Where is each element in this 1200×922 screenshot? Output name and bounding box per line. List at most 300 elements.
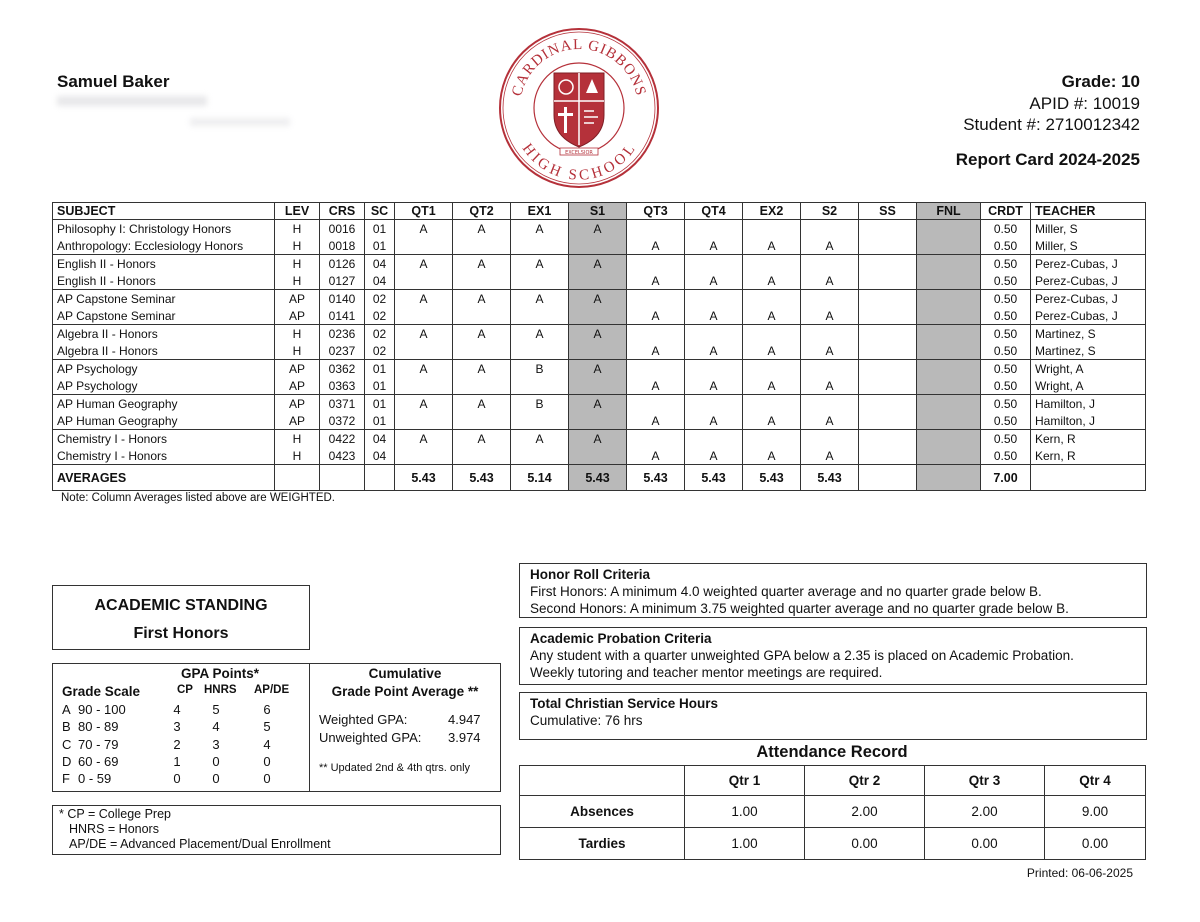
table-row [53,360,1146,378]
cell-ex2 [743,220,801,238]
table-row [53,290,1146,308]
cell-ex1 [511,447,569,465]
attendance-header: Qtr 2 [805,766,925,796]
cell-s1: A [569,290,627,308]
cell-ss [859,325,917,343]
cell-qt2: A [453,430,511,448]
cell-sc: 02 [365,307,395,325]
attendance-label: Tardies [520,828,685,860]
cell-lev: H [275,237,320,255]
cell-s2: A [801,342,859,360]
cell-qt3: A [627,377,685,395]
cell-ex2 [743,255,801,273]
attendance-value: 1.00 [685,828,805,860]
cell-qt2 [453,447,511,465]
cell-ex1 [511,342,569,360]
cell-qt3 [627,325,685,343]
attendance-table [519,765,1146,860]
cell-fnl [917,377,981,395]
grade-scale-hnrs: 0 [212,771,220,787]
cell-s1 [569,237,627,255]
cell-crs: 0141 [320,307,365,325]
grade-scale-hnrs: 3 [212,736,220,752]
gpa-key-box [52,805,501,855]
cell-qt4: A [685,272,743,290]
cell-sc: 01 [365,237,395,255]
cell-ex1: A [511,430,569,448]
cell-qt1 [395,307,453,325]
grade-scale-apde: 0 [263,753,271,769]
attendance-value: 9.00 [1045,796,1146,828]
average-qt3: 5.43 [627,465,685,491]
cell-s2: A [801,377,859,395]
cell-s2 [801,220,859,238]
cell-fnl [917,272,981,290]
grade-scale-range: 60 - 69 [78,753,119,769]
cell-teacher: Perez-Cubas, J [1031,307,1146,325]
grade-scale-apde: 0 [263,771,271,787]
attendance-label: Absences [520,796,685,828]
service-hours-title: Total Christian Service Hours [530,696,719,711]
cell-s1: A [569,360,627,378]
cell-fnl [917,430,981,448]
cell-qt2 [453,272,511,290]
cell-fnl [917,447,981,465]
cell-qt2 [453,307,511,325]
grade-scale-title: Grade Scale [62,684,141,699]
cell-qt2: A [453,290,511,308]
cell-subject: AP Human Geography [53,395,275,413]
cell-qt1: A [395,325,453,343]
grade-scale-range: 0 - 59 [78,771,112,787]
cell-crs: 0423 [320,447,365,465]
table-row [53,255,1146,273]
seal-top-text: CARDINAL GIBBONS [509,36,649,98]
cell-crs: 0237 [320,342,365,360]
cell-qt1 [395,447,453,465]
average-ex1: 5.14 [511,465,569,491]
cell-s2 [801,290,859,308]
cell-qt1: A [395,220,453,238]
cell-fnl [917,220,981,238]
honor-roll-second: Second Honors: A minimum 3.75 weighted quarter average and no quarter grade below B. [530,601,1069,616]
cell-s2: A [801,237,859,255]
academic-standing-box [52,585,310,650]
cell-s1 [569,307,627,325]
cell-qt2 [453,377,511,395]
attendance-header: Qtr 1 [685,766,805,796]
cell-subject: English II - Honors [53,255,275,273]
cell-ss [859,342,917,360]
cell-crs: 0018 [320,237,365,255]
cell-ss [859,430,917,448]
cell-fnl [917,290,981,308]
unweighted-gpa-label: Unweighted GPA: [319,730,422,745]
student-name: Samuel Baker [57,72,170,91]
grades-table [52,202,1146,491]
col-header-crdt: CRDT [981,203,1031,220]
cell-crdt: 0.50 [981,255,1031,273]
col-header-crs: CRS [320,203,365,220]
cell-ss [859,255,917,273]
col-header-teacher: TEACHER [1031,203,1146,220]
cell-crdt: 0.50 [981,272,1031,290]
printed-date: Printed: 06-06-2025 [1026,866,1133,880]
cell-ex2 [743,290,801,308]
attendance-value: 2.00 [805,796,925,828]
cell-ex1: A [511,290,569,308]
attendance-header: Qtr 3 [925,766,1045,796]
cell-fnl [917,412,981,430]
weighted-gpa-label: Weighted GPA: [319,712,408,727]
col-header-ex1: EX1 [511,203,569,220]
cell-lev: AP [275,377,320,395]
cell-fnl [917,307,981,325]
cell-teacher: Wright, A [1031,360,1146,378]
cell-ex1: A [511,255,569,273]
cell-qt4 [685,360,743,378]
col-header-qt4: QT4 [685,203,743,220]
col-header-sc: SC [365,203,395,220]
cell-teacher: Martinez, S [1031,325,1146,343]
cell-teacher: Perez-Cubas, J [1031,255,1146,273]
grade-scale-letter: D [62,753,72,769]
honor-roll-title: Honor Roll Criteria [530,567,651,582]
cell-fnl [917,342,981,360]
cell-qt1: A [395,255,453,273]
attendance-value: 2.00 [925,796,1045,828]
grade-scale-cp: 4 [173,702,181,717]
average-ex2: 5.43 [743,465,801,491]
points-header-hnrs: HNRS [204,684,237,696]
cell-ex2: A [743,342,801,360]
cell-fnl [917,325,981,343]
cell-s2 [801,255,859,273]
cumulative-footnote: ** Updated 2nd & 4th qtrs. only [319,762,471,774]
cell-fnl [917,255,981,273]
col-header-qt1: QT1 [395,203,453,220]
cell-ex1: B [511,360,569,378]
average-fnl [917,465,981,491]
cumulative-subtitle: Grade Point Average ** [331,684,479,699]
cell-ss [859,237,917,255]
cell-crdt: 0.50 [981,290,1031,308]
grade-scale-range: 80 - 89 [78,719,119,735]
cell-sc: 04 [365,255,395,273]
col-header-fnl: FNL [917,203,981,220]
cell-qt2: A [453,360,511,378]
cell-teacher: Perez-Cubas, J [1031,290,1146,308]
cell-ss [859,360,917,378]
cell-qt3 [627,255,685,273]
cell-sc: 01 [365,395,395,413]
cell-crdt: 0.50 [981,360,1031,378]
cell-s1: A [569,325,627,343]
table-row [53,237,1146,255]
cell-s1: A [569,395,627,413]
cell-ex2: A [743,307,801,325]
key-line-hnrs: HNRS = Honors [69,822,159,836]
average-ss [859,465,917,491]
col-header-subject: SUBJECT [53,203,275,220]
cell-sc: 02 [365,325,395,343]
cumulative-gpa-box [309,663,501,792]
apid-number: APID #: 10019 [1029,94,1140,113]
col-header-ex2: EX2 [743,203,801,220]
cell-qt1 [395,342,453,360]
cell-subject: AP Psychology [53,360,275,378]
cell-qt4: A [685,237,743,255]
cell-qt3 [627,220,685,238]
cell-teacher: Miller, S [1031,220,1146,238]
table-row [53,377,1146,395]
probation-line1: Any student with a quarter unweighted GPA below a 2.35 is placed on Academic Probation. [530,648,1074,663]
grade-level: Grade: 10 [1061,72,1140,91]
average-qt1: 5.43 [395,465,453,491]
cell-crdt: 0.50 [981,447,1031,465]
grade-scale-hnrs: 0 [212,753,220,769]
cell-lev: H [275,342,320,360]
cell-qt2: A [453,395,511,413]
cell-lev: AP [275,395,320,413]
average-sc [365,465,395,491]
cell-qt1 [395,412,453,430]
cell-lev: H [275,255,320,273]
report-card-title: Report Card 2024-2025 [955,150,1140,169]
cell-ss [859,307,917,325]
gpa-points-title: GPA Points* [181,666,260,681]
student-number: Student #: 2710012342 [963,115,1140,134]
cell-s1: A [569,220,627,238]
redacted-address-line [190,118,290,126]
cell-teacher: Wright, A [1031,377,1146,395]
cell-subject: AP Psychology [53,377,275,395]
cell-lev: H [275,272,320,290]
averages-row [53,465,1146,491]
grade-scale-apde: 5 [263,719,271,735]
cell-qt3 [627,360,685,378]
cell-qt2 [453,412,511,430]
cell-crs: 0016 [320,220,365,238]
cell-ss [859,377,917,395]
cell-ex1: A [511,220,569,238]
cell-ex1: B [511,395,569,413]
cell-fnl [917,360,981,378]
cell-qt4 [685,325,743,343]
cell-qt4: A [685,447,743,465]
cell-crs: 0362 [320,360,365,378]
cell-qt3: A [627,342,685,360]
col-header-qt2: QT2 [453,203,511,220]
probation-line2: Weekly tutoring and teacher mentor meetings are required. [530,665,883,680]
cell-crs: 0140 [320,290,365,308]
cell-ss [859,412,917,430]
cell-lev: AP [275,290,320,308]
cell-s2 [801,360,859,378]
cell-ss [859,272,917,290]
cell-sc: 04 [365,272,395,290]
cell-ss [859,447,917,465]
attendance-value: 0.00 [1045,828,1146,860]
cell-s1 [569,377,627,395]
cell-lev: H [275,447,320,465]
cell-teacher: Hamilton, J [1031,412,1146,430]
cell-ex1: A [511,325,569,343]
honor-roll-box [519,563,1147,618]
cell-fnl [917,395,981,413]
grade-scale-range: 90 - 100 [78,702,126,717]
cell-crdt: 0.50 [981,325,1031,343]
cumulative-title: Cumulative [368,666,442,681]
cell-crs: 0372 [320,412,365,430]
cell-qt4 [685,220,743,238]
attendance-corner [520,766,685,796]
cell-crdt: 0.50 [981,307,1031,325]
cell-sc: 01 [365,220,395,238]
cell-s1 [569,447,627,465]
cell-lev: AP [275,307,320,325]
cell-crs: 0126 [320,255,365,273]
cell-qt1: A [395,430,453,448]
cell-ex1 [511,307,569,325]
cell-s2: A [801,412,859,430]
cell-teacher: Miller, S [1031,237,1146,255]
cell-teacher: Martinez, S [1031,342,1146,360]
points-header-cp: CP [177,684,193,696]
cell-teacher: Kern, R [1031,430,1146,448]
cell-subject: English II - Honors [53,272,275,290]
weighted-gpa-value: 4.947 [448,712,481,727]
cell-subject: Anthropology: Ecclesiology Honors [53,237,275,255]
cell-qt3: A [627,307,685,325]
cell-ex2 [743,360,801,378]
cell-ex1 [511,237,569,255]
grade-scale-box [52,663,310,792]
seal-motto: EXCELSIOR [565,150,593,156]
cell-qt2: A [453,255,511,273]
grade-scale-cp: 3 [173,719,181,735]
cell-s2: A [801,272,859,290]
cell-qt4 [685,255,743,273]
academic-standing-value: First Honors [133,625,229,642]
col-header-qt3: QT3 [627,203,685,220]
cell-s2 [801,430,859,448]
cell-qt1 [395,237,453,255]
table-row [53,272,1146,290]
cell-qt3 [627,430,685,448]
points-header-apde: AP/DE [254,684,290,696]
col-header-ss: SS [859,203,917,220]
unweighted-gpa-value: 3.974 [448,730,481,745]
table-row [53,447,1146,465]
col-header-s2: S2 [801,203,859,220]
cell-qt3: A [627,447,685,465]
grade-scale-letter: C [62,736,72,752]
cell-ex1 [511,377,569,395]
cell-crdt: 0.50 [981,377,1031,395]
cell-qt4: A [685,307,743,325]
cell-lev: H [275,220,320,238]
cell-ex2: A [743,377,801,395]
attendance-header-row [520,766,1146,796]
table-row [53,307,1146,325]
grade-scale-cp: 2 [173,736,181,752]
cell-s1: A [569,430,627,448]
grade-scale-hnrs: 5 [212,702,220,717]
cell-qt4 [685,395,743,413]
table-row [53,395,1146,413]
cell-crs: 0127 [320,272,365,290]
cell-subject: Algebra II - Honors [53,325,275,343]
cell-qt1: A [395,360,453,378]
cell-ex2 [743,395,801,413]
attendance-header: Qtr 4 [1045,766,1146,796]
grade-scale-letter: B [62,719,71,735]
average-s2: 5.43 [801,465,859,491]
cell-sc: 01 [365,360,395,378]
table-row [53,325,1146,343]
service-hours-box [519,692,1147,740]
cell-crs: 0371 [320,395,365,413]
cell-ex2: A [743,237,801,255]
cell-sc: 04 [365,430,395,448]
cell-qt3: A [627,237,685,255]
cell-s2 [801,325,859,343]
attendance-title: Attendance Record [756,743,908,761]
grade-scale-letter: A [62,702,71,717]
cell-qt4: A [685,377,743,395]
average-subject: AVERAGES [53,465,275,491]
table-row [53,412,1146,430]
cell-qt2 [453,342,511,360]
academic-standing-title: ACADEMIC STANDING [94,597,268,614]
cell-subject: AP Capstone Seminar [53,307,275,325]
grade-scale-letter: F [62,771,70,787]
cell-teacher: Hamilton, J [1031,395,1146,413]
cell-qt1 [395,272,453,290]
cell-teacher: Kern, R [1031,447,1146,465]
average-teacher [1031,465,1146,491]
cell-crdt: 0.50 [981,430,1031,448]
cell-qt4 [685,430,743,448]
cell-ex1 [511,412,569,430]
cell-qt4: A [685,342,743,360]
cell-subject: Chemistry I - Honors [53,447,275,465]
cell-s2 [801,395,859,413]
attendance-value: 0.00 [925,828,1045,860]
average-qt4: 5.43 [685,465,743,491]
cell-ex2 [743,430,801,448]
cell-ex2: A [743,272,801,290]
key-line-cp: * CP = College Prep [59,807,171,821]
cell-subject: Chemistry I - Honors [53,430,275,448]
col-header-s1: S1 [569,203,627,220]
probation-title: Academic Probation Criteria [530,631,712,646]
average-crdt: 7.00 [981,465,1031,491]
grade-scale-hnrs: 4 [212,719,220,735]
seal-bottom-text: HIGH SCHOOL [518,140,640,184]
averages-note: Note: Column Averages listed above are WEIGHTED. [61,492,335,504]
cell-qt3 [627,290,685,308]
cell-ex1 [511,272,569,290]
cell-s1 [569,272,627,290]
cell-ex2 [743,325,801,343]
attendance-row [520,828,1146,860]
table-row [53,220,1146,238]
cell-ex2: A [743,412,801,430]
cell-crs: 0422 [320,430,365,448]
service-hours-value: Cumulative: 76 hrs [530,713,643,728]
